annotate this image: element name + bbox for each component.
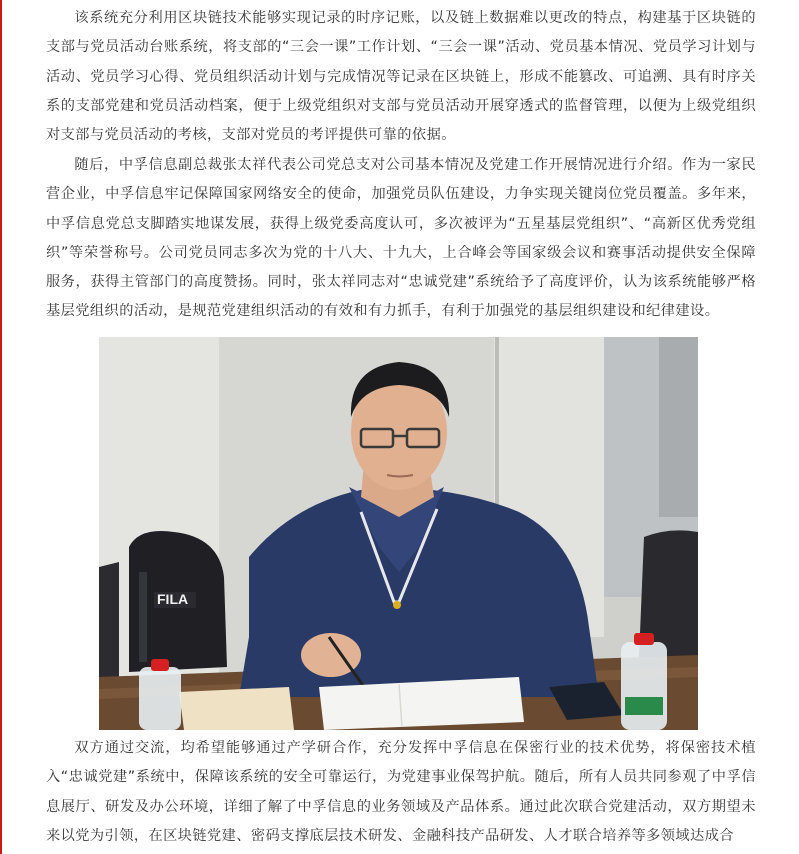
bag-brand-text: FILA <box>157 591 189 607</box>
paragraph-cooperation: 双方通过交流，均希望能够通过产学研合作，充分发挥中孚信息在保密行业的技术优势，将保密技术植入“忠诚党建”系统中，保障该系统的安全可靠运行，为党建事业保驾护航。随后，所有人员共同参观了中孚信息展厅、研发及办公环境，详细了解了中孚信息的业务领域及产品体系。通过此次联合党建活动，双方期望未来以党为引领，在区块链党建、密码支撑底层技术研发、金融科技产品研发、人才联合培养等多领域达成合 <box>46 740 756 844</box>
paragraph-blockchain-system: 该系统充分利用区块链技术能够实现记录的时序记账，以及链上数据难以更改的特点，构建基于区块链的支部与党员活动台账系统，将支部的“三会一课”工作计划、“三会一课”活动、党员基本情况、党员学习计划与活动、党员学习心得、党员组织活动计划与完成情况等记录在区块链上，形成不能篡改、可追溯、具有时序关系的支部党建和党员活动档案，便于上级党组织对支部与党员活动开展穿透式的监督管理，以便为上级党组织对支部与党员活动的考核，支部对党员的考评提供可靠的依据。 <box>46 10 756 144</box>
paragraph-vice-president-intro: 随后，中孚信息副总裁张太祥代表公司党总支对公司基本情况及党建工作开展情况进行介绍。作为一家民营企业，中孚信息牢记保障国家网络安全的使命，加强党员队伍建设，力争实现关键岗位党员覆盖。多年来，中孚信息党总支脚踏实地谋发展，获得上级党委高度认可，多次被评为“五星基层党组织”、“高新区优秀党组织”等荣誉称号。公司党员同志多次为党的十八大、十九大，上合峰会等国家级会议和赛事活动提供安全保障服务，获得主管部门的高度赞扬。同时，张太祥同志对“忠诚党建”系统给予了高度评价，认为该系统能够严格基层党组织的活动，是规范党建组织活动的有效和有力抓手，有利于加强党的基层组织建设和纪律建设。 <box>46 157 756 320</box>
meeting-photo <box>99 337 698 730</box>
article-photo <box>99 337 698 730</box>
